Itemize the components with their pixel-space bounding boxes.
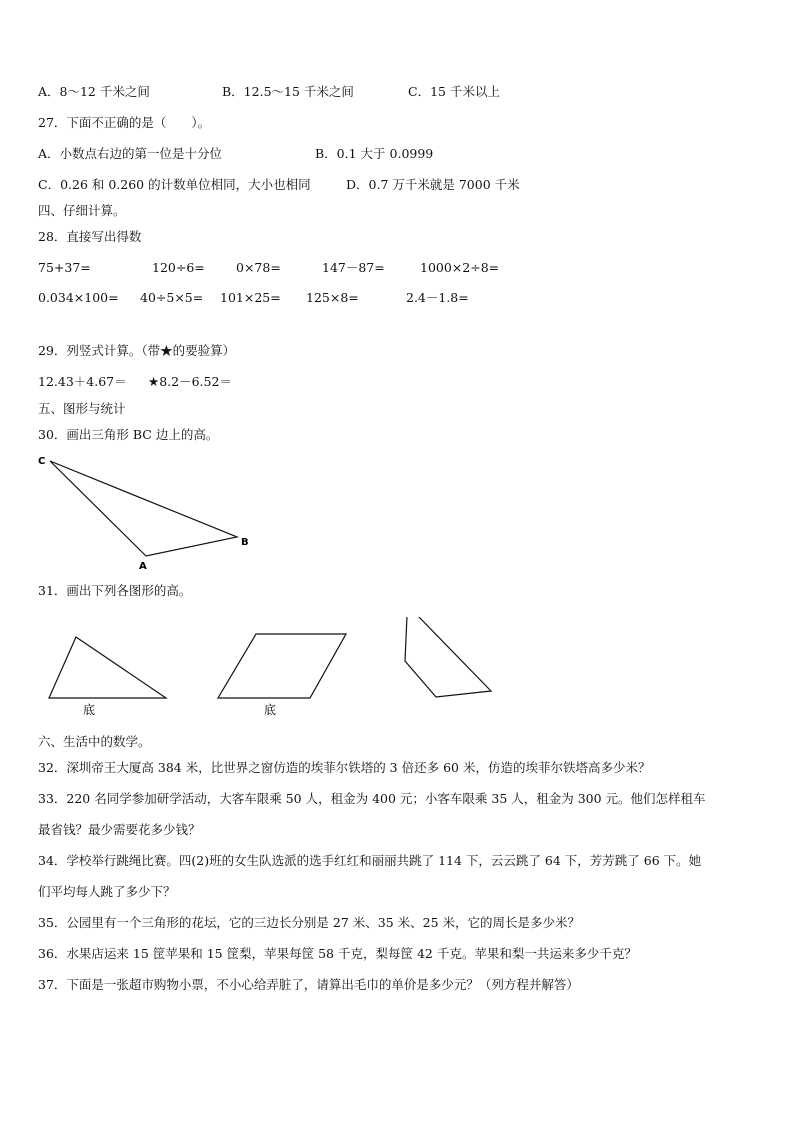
- q28-stem: 28．直接写出得数: [38, 229, 142, 244]
- q29-item-1: 12.43＋4.67＝: [38, 374, 127, 389]
- q32-text: 32．深圳帝王大厦高 384 米，比世界之窗仿造的埃菲尔铁塔的 3 倍还多 60 米，仿造的埃菲尔铁塔高多少米？: [38, 760, 651, 775]
- q34-text-line1: 34．学校举行跳绳比赛。四(2)班的女生队选派的选手红红和丽丽共跳了 114 下，云云跳了 64 下，芳芳跳了 66 下。她: [38, 853, 702, 868]
- figure-parallelogram: [218, 634, 346, 698]
- q28-r1-item: 147－87=: [322, 260, 385, 275]
- q26-option-c: C．15 千米以上: [408, 84, 500, 99]
- vertex-a-label: A: [139, 561, 147, 572]
- q28-r1-item: 120÷6=: [152, 260, 205, 275]
- q28-r2-item: 2.4－1.8=: [406, 290, 469, 305]
- figure-trapezoid: [405, 616, 491, 697]
- q34-text-line2: 们平均每人跳了多少下？: [38, 884, 176, 899]
- q33-text-line1: 33．220 名同学参加研学活动，大客车限乘 50 人，租金为 400 元；小客车限乘 35 人，租金为 300 元。他们怎样租车: [38, 791, 706, 806]
- q28-r2-item: 0.034×100=: [38, 290, 119, 305]
- q28-r1-item: 1000×2÷8=: [420, 260, 500, 275]
- q29-item-2: ★8.2－6.52＝: [148, 374, 232, 389]
- q31-stem: 31．画出下列各图形的高。: [38, 583, 192, 598]
- section-6-heading: 六、生活中的数学。: [38, 734, 151, 749]
- q28-r2-item: 101×25=: [220, 290, 281, 305]
- figure-trapezoid-top-gap: [404, 612, 420, 617]
- vertex-c-label: C: [38, 456, 46, 467]
- q28-r2-item: 125×8=: [306, 290, 359, 305]
- q27-option-b: B．0.1 大于 0.0999: [315, 146, 434, 161]
- triangle-abc: [50, 461, 237, 556]
- q27-stem: 27．下面不正确的是（ ）。: [38, 115, 211, 130]
- q35-text: 35．公园里有一个三角形的花坛，它的三边长分别是 27 米、35 米、25 米，它的周长是多少米？: [38, 915, 581, 930]
- q33-text-line2: 最省钱？最少需要花多少钱？: [38, 822, 201, 837]
- q36-text: 36．水果店运来 15 筐苹果和 15 筐梨，苹果每筐 58 千克，梨每筐 42 千克。苹果和梨一共运来多少千克？: [38, 946, 637, 961]
- triangle-base-label: 底: [83, 703, 96, 717]
- q30-stem: 30．画出三角形 BC 边上的高。: [38, 427, 219, 442]
- q37-text: 37．下面是一张超市购物小票，不小心给弄脏了，请算出毛巾的单价是多少元？（列方程并解答）: [38, 977, 579, 992]
- q26-option-b: B．12.5～15 千米之间: [222, 84, 354, 99]
- section-4-heading: 四、仔细计算。: [38, 203, 126, 218]
- figure-triangle: [49, 637, 166, 698]
- q27-option-d: D．0.7 万千米就是 7000 千米: [346, 177, 520, 192]
- q27-option-c: C．0.26 和 0.260 的计数单位相同，大小也相同: [38, 177, 311, 192]
- parallelogram-base-label: 底: [264, 703, 277, 717]
- q29-stem: 29．列竖式计算。（带★的要验算）: [38, 343, 236, 358]
- vertex-b-label: B: [241, 537, 249, 548]
- q28-r1-item: 75+37=: [38, 260, 91, 275]
- q27-option-a: A．小数点右边的第一位是十分位: [38, 146, 223, 161]
- section-5-heading: 五、图形与统计: [38, 401, 126, 416]
- q28-r1-item: 0×78=: [236, 260, 281, 275]
- q28-r2-item: 40÷5×5=: [140, 290, 204, 305]
- q26-option-a: A．8～12 千米之间: [38, 84, 150, 99]
